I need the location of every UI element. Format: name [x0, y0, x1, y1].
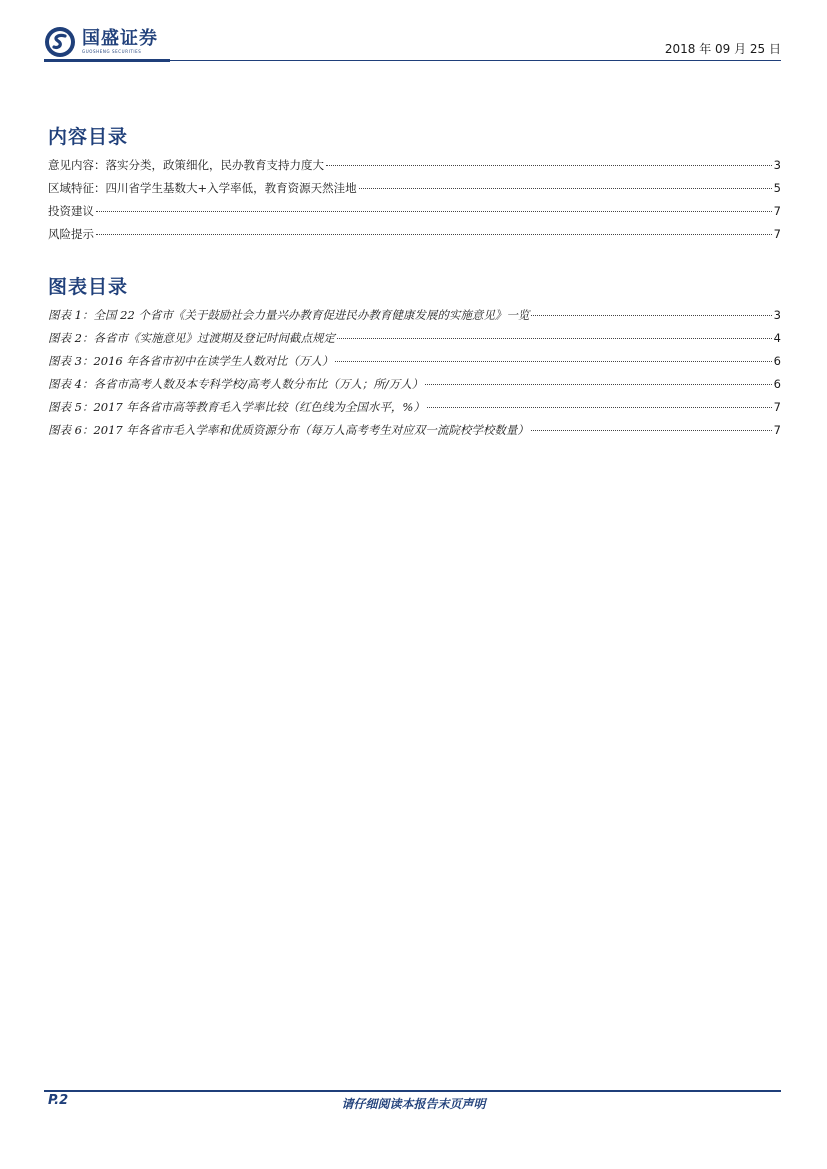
- toc-item-page: 5: [773, 181, 781, 195]
- figures-title: 图表目录: [48, 276, 129, 298]
- figure-row[interactable]: [48, 422, 781, 445]
- toc-row[interactable]: [48, 180, 781, 203]
- figure-row[interactable]: [48, 307, 781, 330]
- dot-leader: [337, 338, 772, 339]
- figure-row[interactable]: [48, 353, 781, 376]
- header-rule: [170, 60, 781, 61]
- footer-rule: [44, 1090, 781, 1092]
- dot-leader: [335, 361, 771, 362]
- page-number: P.2: [48, 1093, 69, 1108]
- report-date: 2018 年 09 月 25 日: [664, 42, 781, 56]
- figure-item-page: 4: [773, 331, 781, 345]
- toc-item-page: 7: [773, 227, 781, 241]
- figure-item-text: 图表 5：2017 年各省市高等教育毛入学率比较（红色线为全国水平，%）: [48, 400, 425, 414]
- toc-item-text: 区域特征：四川省学生基数大+入学率低，教育资源天然洼地: [48, 181, 357, 195]
- company-name: 国盛证券: [82, 28, 158, 49]
- toc-row[interactable]: [48, 226, 781, 249]
- figure-row[interactable]: [48, 330, 781, 353]
- toc-item-page: 7: [773, 204, 781, 218]
- toc-item-text: 意见内容：落实分类，政策细化，民办教育支持力度大: [48, 158, 324, 172]
- dot-leader: [359, 188, 772, 189]
- figure-item-text: 图表 2：各省市《实施意见》过渡期及登记时间截点规定: [48, 331, 335, 345]
- dot-leader: [531, 315, 771, 316]
- contents-title: 内容目录: [48, 126, 129, 148]
- toc-item-page: 3: [773, 158, 781, 172]
- figures-list: [48, 307, 781, 445]
- company-name-english: GUOSHENG SECURITIES: [82, 49, 142, 54]
- dot-leader: [96, 234, 772, 235]
- dot-leader: [531, 430, 772, 431]
- figure-item-text: 图表 4：各省市高考人数及本专科学校/高考人数分布比（万人；所/万人）: [48, 377, 424, 391]
- contents-list: [48, 157, 781, 249]
- figure-item-page: 6: [773, 377, 781, 391]
- figure-item-page: 7: [773, 423, 781, 437]
- company-logo: [44, 26, 158, 58]
- toc-item-text: 投资建议: [48, 204, 94, 218]
- toc-item-text: 风险提示: [48, 227, 94, 241]
- figure-row[interactable]: [48, 376, 781, 399]
- header-rule-accent: [44, 59, 170, 62]
- figure-item-text: 图表 1：全国 22 个省市《关于鼓励社会力量兴办教育促进民办教育健康发展的实施意见》一览: [48, 308, 530, 322]
- figure-item-page: 3: [773, 308, 781, 322]
- figure-item-text: 图表 3：2016 年各省市初中在读学生人数对比（万人）: [48, 354, 334, 368]
- toc-row[interactable]: [48, 203, 781, 226]
- figure-item-text: 图表 6：2017 年各省市毛入学率和优质资源分布（每万人高考考生对应双一流院校学校数量）: [48, 423, 529, 437]
- figure-item-page: 6: [773, 354, 781, 368]
- footer-disclaimer: 请仔细阅读本报告末页声明: [341, 1097, 486, 1111]
- figure-row[interactable]: [48, 399, 781, 422]
- dot-leader: [96, 211, 772, 212]
- dot-leader: [427, 407, 772, 408]
- dot-leader: [326, 165, 772, 166]
- dot-leader: [425, 384, 771, 385]
- guosheng-logo-icon: [44, 26, 76, 58]
- toc-row[interactable]: [48, 157, 781, 180]
- figure-item-page: 7: [773, 400, 781, 414]
